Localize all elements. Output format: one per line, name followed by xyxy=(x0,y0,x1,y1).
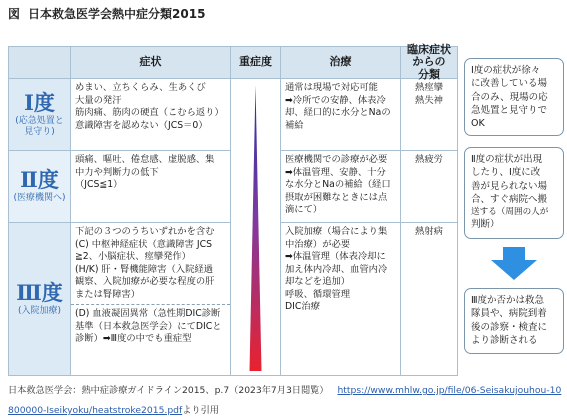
source-citation: 日本救急医学会：熱中症診療ガイドライン2015、p.7（2023年7月3日閲覧） xyxy=(8,385,329,396)
grade-1-symptoms: めまい、立ちくらみ、生あくび 大量の発汗 筋肉痛、筋肉の硬直（こむら返り） 意識障害を認めない（JCS＝0） xyxy=(71,79,231,151)
grade-1-sub: (応急処置と 見守り) xyxy=(15,115,64,138)
figure-title-text: 日本救急医学会熱中症分類2015 xyxy=(28,7,206,21)
grade-2-label: Ⅱ度 xyxy=(20,167,59,193)
grade-2-clinical: 熱疲労 xyxy=(401,151,457,223)
note-grade-2: Ⅱ度の症状が出現 したり、Ⅰ度に改 善が見られない場 合、すぐ病院へ搬 送する（周囲の人が 判断） xyxy=(464,147,564,239)
grade-3-label-cell xyxy=(9,223,71,375)
grade-1-treatment: 通常は現場で対応可能 ➡冷所での安静、体表冷 却、経口的に水分とNaの 補給 xyxy=(281,79,401,151)
severity-column xyxy=(231,79,281,375)
severity-gradient-wedge xyxy=(231,79,280,375)
dashed-divider xyxy=(71,304,230,305)
source-line-1 xyxy=(8,382,561,396)
figure-label: 図 xyxy=(8,7,21,21)
source-url-part-1[interactable]: https://www.mhlw.go.jp/file/06-Seisakujouhou-10 xyxy=(337,385,562,396)
down-arrow-icon xyxy=(489,247,539,281)
source-suffix: より引用 xyxy=(182,405,219,416)
header-blank-cell xyxy=(9,47,71,79)
figure-title xyxy=(8,5,205,22)
note-grade-3: Ⅲ度か否かは救急 隊員や、病院到着 後の診察・検査に より診断される xyxy=(464,288,564,354)
grade-2-treatment: 医療機関での診療が必要 ➡体温管理、安静、十分 な水分とNaの補給（経口 摂取が困難なときには点 滴にて） xyxy=(281,151,401,223)
header-symptoms: 症状 xyxy=(71,47,231,79)
grade-2-label-cell xyxy=(9,151,71,223)
grade-3-label: Ⅲ度 xyxy=(16,279,63,305)
note-grade-1: Ⅰ度の症状が徐々 に改善している場 合のみ、現場の応 急処置と見守りで OK xyxy=(464,58,564,136)
header-clinical-classification xyxy=(401,42,457,81)
grade-3-sub: (入院加療) xyxy=(17,305,62,316)
grade-1-clinical: 熱痙攣 熱失神 xyxy=(401,79,457,151)
source-line-2 xyxy=(8,402,219,416)
grade-3-treatment: 入院加療（場合により集 中治療）が必要 ➡体温管理（体表冷却に 加え体内冷却、血管内冷 却などを追加） 呼吸、循環管理 DIC治療 xyxy=(281,223,401,375)
grade-1-label-cell xyxy=(9,79,71,151)
grade-2-symptoms: 頭痛、嘔吐、倦怠感、虚脱感、集 中力や判断力の低下 （JCS≦1） xyxy=(71,151,231,223)
grade-1-label: Ⅰ度 xyxy=(24,89,55,115)
grade-3-symptoms: 下記の３つのうちいずれかを含む (C) 中枢神経症状（意識障害 JCS ≧2、小脳症状、痙攣発作） (H/K) 肝・腎機能障害（入院経過 観察、入院加療が必要な程度の肝 または腎障害） (D) 血液凝固異常（急性期DIC診断 基準（日本救急医学会）にてDICと 診断）➡Ⅲ度の中でも重症型 xyxy=(71,223,231,375)
header-severity: 重症度 xyxy=(231,47,281,79)
source-url-part-2[interactable]: 800000-Iseikyoku/heatstroke2015.pdf xyxy=(8,405,183,416)
header-treatment: 治療 xyxy=(281,47,401,79)
grade-3-clinical: 熱射病 xyxy=(415,226,443,237)
heatstroke-classification-table xyxy=(8,42,458,376)
header-clinical-text: 臨床症状 からの 分類 xyxy=(407,42,451,81)
grade-2-sub: (医療機関へ) xyxy=(13,193,66,204)
